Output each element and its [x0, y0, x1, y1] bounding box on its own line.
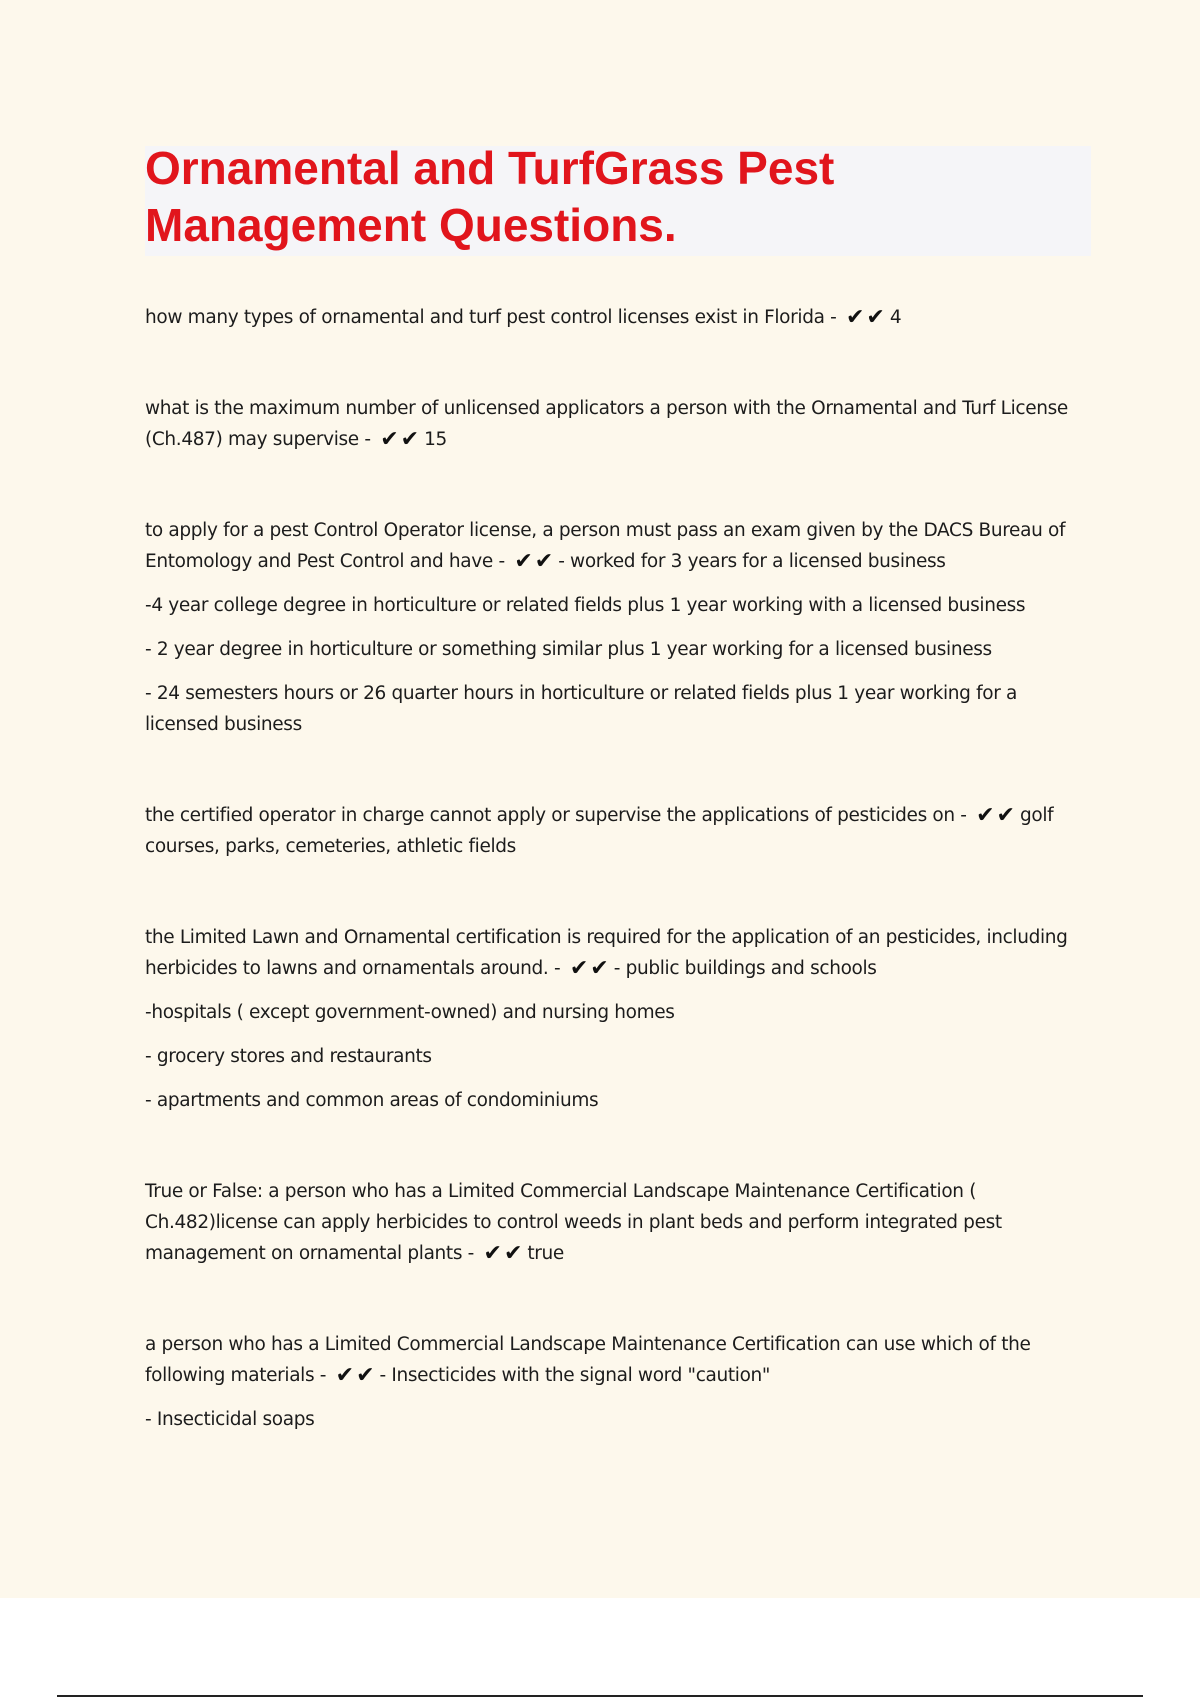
qa-item — [145, 922, 1085, 1116]
answer-text: golf courses, parks, cemeteries, athletic fields — [145, 805, 1054, 857]
qa-question-line — [145, 515, 1085, 577]
answer-line: - Insecticidal soaps — [145, 1409, 315, 1430]
qa-question-line — [145, 922, 1085, 984]
qa-item — [145, 393, 1085, 455]
question-text: the certified operator in charge cannot apply or supervise the applications of pesticides on - — [145, 805, 967, 826]
double-check-icon: ✔✔ — [569, 956, 611, 981]
qa-question-line — [145, 1176, 1085, 1269]
answer-line: - apartments and common areas of condominiums — [145, 1090, 599, 1111]
question-text: a person who has a Limited Commercial Landscape Maintenance Certification can use which of the following materials - — [145, 1334, 1031, 1386]
qa-item — [145, 515, 1085, 740]
double-check-icon: ✔✔ — [380, 427, 422, 452]
question-text: the Limited Lawn and Ornamental certification is required for the application of an pesticides, including herbicides to lawns and ornamentals around. - — [145, 927, 1068, 979]
qa-question-line — [145, 393, 1085, 455]
qa-item — [145, 1176, 1085, 1269]
double-check-icon: ✔✔ — [845, 305, 887, 330]
qa-question-line — [145, 1329, 1085, 1391]
double-check-icon: ✔✔ — [483, 1241, 525, 1266]
document-title: Ornamental and TurfGrass Pest Management Questions. — [145, 142, 835, 251]
double-check-icon: ✔✔ — [514, 549, 556, 574]
question-text: True or False: a person who has a Limited Commercial Landscape Maintenance Certification ( Ch.482)license can apply herbicides to control weeds in plant beds and perform integrated pest management on ornamental plants - — [145, 1181, 1002, 1264]
qa-item — [145, 1329, 1085, 1435]
answer-text: 15 — [424, 429, 447, 450]
question-text: what is the maximum number of unlicensed applicators a person with the Ornamental and Turf License (Ch.487) may supervise - — [145, 398, 1068, 450]
qa-item — [145, 302, 1085, 333]
double-check-icon: ✔✔ — [335, 1363, 377, 1388]
qa-question-line — [145, 302, 1085, 333]
qa-item — [145, 800, 1085, 862]
question-text: to apply for a pest Control Operator license, a person must pass an exam given by the DACS Bureau of Entomology and Pest Control and have - — [145, 520, 1066, 572]
answer-text: - public buildings and schools — [613, 958, 877, 979]
answer-text: - Insecticides with the signal word "caution" — [379, 1365, 771, 1386]
footer-divider — [57, 1695, 1143, 1697]
answer-text: - worked for 3 years for a licensed business — [558, 551, 946, 572]
question-text: how many types of ornamental and turf pest control licenses exist in Florida - — [145, 307, 837, 328]
answer-line: - 2 year degree in horticulture or something similar plus 1 year working for a licensed business — [145, 639, 992, 660]
answer-line: -4 year college degree in horticulture or related fields plus 1 year working with a licensed business — [145, 595, 1026, 616]
answer-line: - 24 semesters hours or 26 quarter hours in horticulture or related fields plus 1 year working for a licensed business — [145, 683, 1018, 735]
qa-question-line — [145, 800, 1085, 862]
answer-line: - grocery stores and restaurants — [145, 1046, 432, 1067]
answer-line: -hospitals ( except government-owned) and nursing homes — [145, 1002, 675, 1023]
double-check-icon: ✔✔ — [976, 803, 1017, 828]
qa-list — [145, 302, 1085, 1495]
answer-text: 4 — [889, 307, 902, 328]
answer-text: true — [527, 1243, 564, 1264]
